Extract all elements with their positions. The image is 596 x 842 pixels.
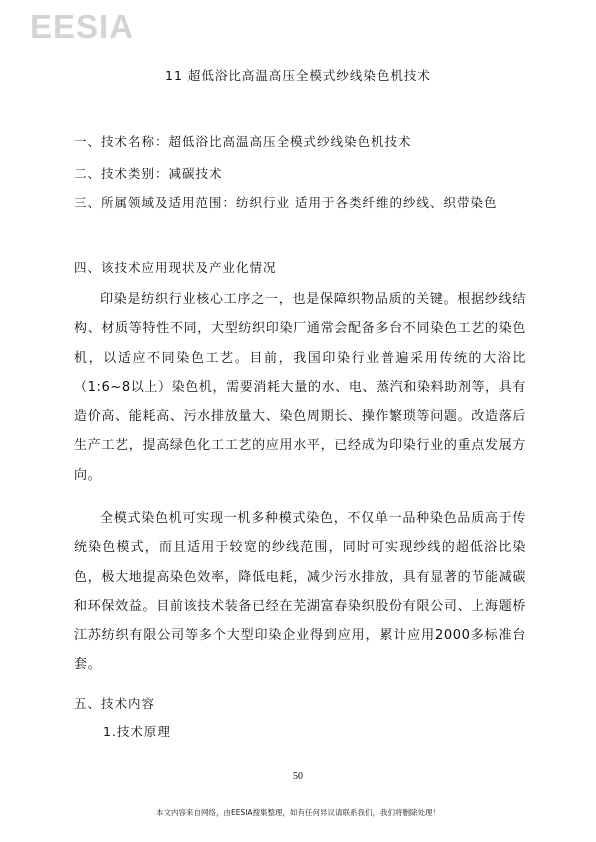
section-technology-content: 五、技术内容 bbox=[74, 696, 156, 711]
section-application-scope: 三、所属领域及适用范围：纺织行业 适用于各类纤维的纱线、织带染色 bbox=[74, 195, 498, 210]
subsection-technical-principle: 1.技术原理 bbox=[103, 724, 171, 739]
footer-disclaimer: 本文内容来自网络，由EESIA搜集整理，如有任何异议请联系我们，我们将删除处理！ bbox=[155, 808, 441, 817]
section-technology-category: 二、技术类别：减碳技术 bbox=[74, 166, 223, 181]
document-title: 11 超低浴比高温高压全模式纱线染色机技术 bbox=[165, 68, 431, 83]
section-technology-name: 一、技术名称：超低浴比高温高压全模式纱线染色机技术 bbox=[74, 134, 412, 149]
page-number: 50 bbox=[293, 771, 303, 782]
paragraph-industry-background: 印染是纺织行业核心工序之一，也是保障织物品质的关键。根据纱线结构、材质等特性不同，大型纺织印染厂通常会配备多台不同染色工艺的染色机，以适应不同染色工艺。目前，我国印染行业普遍采用传统的大浴比（1:6~8以上）染色机，需要消耗大量的水、电、蒸汽和染料助剂等，具有造价高、能耗高、污水排放量大、染色周期长、操作繁琐等问题。改造落后生产工艺，提高绿色化工工艺的应用水平，已经成为印染行业的重点发展方向。 bbox=[74, 292, 526, 483]
section-application-status: 四、该技术应用现状及产业化情况 bbox=[74, 260, 277, 275]
eesia-watermark-logo: EESIA bbox=[30, 8, 135, 45]
paragraph-full-mode-dyeing: 全模式染色机可实现一机多种模式染色，不仅单一品种染色品质高于传统染色模式，而且适用于较宽的纱线范围，同时可实现纱线的超低浴比染色，极大地提高染色效率，降低电耗，减少污水排放，具有显著的节能减碳和环保效益。目前该技术装备已经在芜湖富春染织股份有限公司、上海题桥江苏纺织有限公司等多个大型印染企业得到应用，累计应用2000多标准台套。 bbox=[74, 511, 526, 673]
